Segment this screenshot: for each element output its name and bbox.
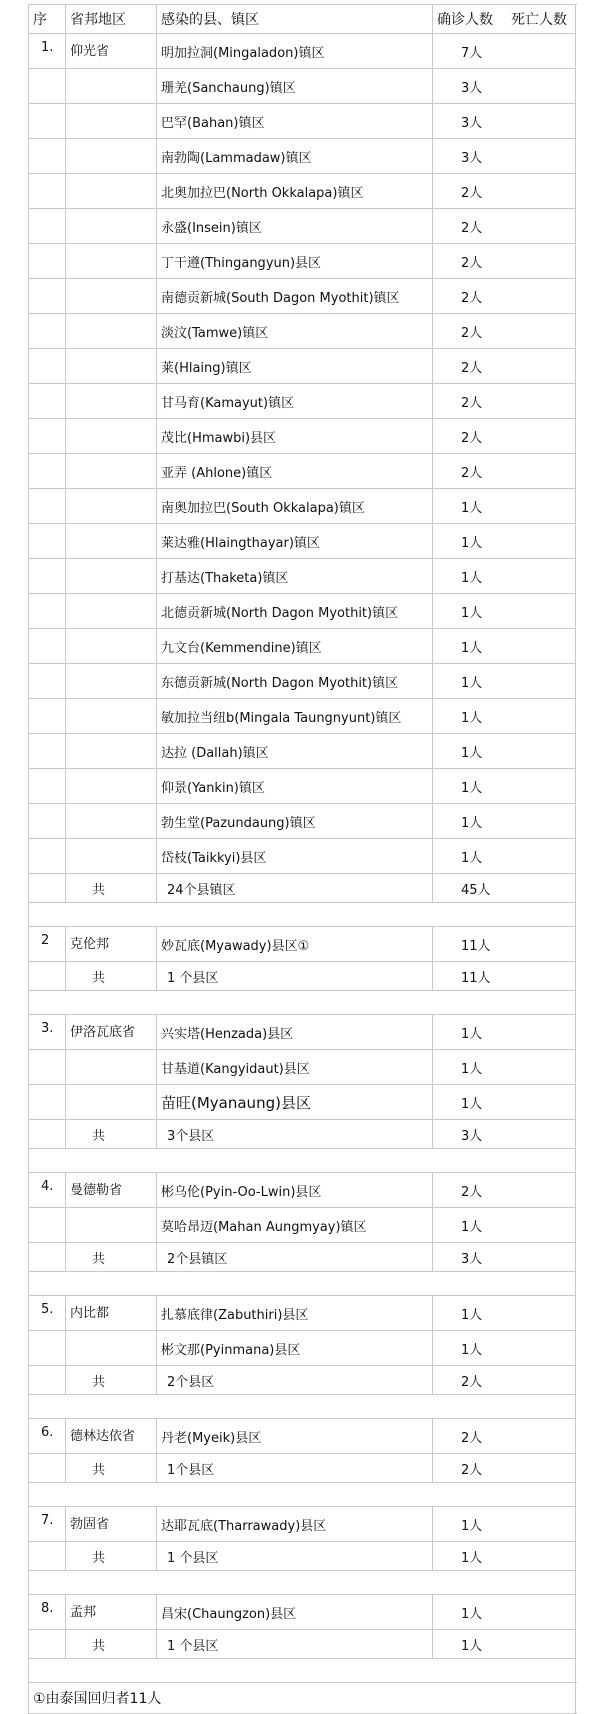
row-seq [29,594,66,629]
table-row [29,734,576,769]
table-row [29,69,576,104]
footnote-row [29,1683,576,1714]
row-seq [29,804,66,839]
row-seq [29,1050,66,1085]
spacer-cell [29,1149,576,1173]
table-row [29,664,576,699]
table-row [29,349,576,384]
table-row [29,419,576,454]
row-region [66,104,157,139]
total-seq [29,1454,66,1483]
row-seq [29,419,66,454]
row-region [66,419,157,454]
table-row [29,209,576,244]
total-label: 共 [66,1454,157,1483]
row-region [66,559,157,594]
spacer-row [29,1395,576,1419]
row-region [66,489,157,524]
row-region [66,804,157,839]
total-cases: 3人 [433,1120,576,1149]
total-row [29,1366,576,1395]
header-region: 省邦地区 [66,5,157,34]
table-row [29,1507,576,1542]
row-seq [29,1208,66,1243]
table-row [29,314,576,349]
table-row [29,927,576,962]
table-row [29,34,576,69]
row-cases: 2人 [433,174,576,209]
row-cases: 2人 [433,1173,576,1208]
total-row [29,1120,576,1149]
table-row [29,804,576,839]
header-counts [433,5,576,34]
row-seq [29,524,66,559]
row-region [66,174,157,209]
row-region [66,454,157,489]
row-cases: 1人 [433,1208,576,1243]
total-cases: 45人 [433,874,576,903]
row-seq [29,69,66,104]
row-seq [29,384,66,419]
row-cases: 1人 [433,1507,576,1542]
row-cases: 1人 [433,559,576,594]
table-row [29,524,576,559]
row-seq: 6. [29,1419,66,1454]
row-seq [29,1085,66,1120]
total-row [29,1542,576,1571]
row-region [66,699,157,734]
spacer-row [29,1659,576,1683]
total-cases: 1人 [433,1542,576,1571]
table-row [29,1419,576,1454]
table-row [29,559,576,594]
header-district: 感染的县、镇区 [157,5,433,34]
table-row [29,1050,576,1085]
spacer-row [29,1272,576,1296]
row-district: 岱枝(Taikkyi)县区 [157,839,433,874]
row-region [66,69,157,104]
total-label: 共 [66,1630,157,1659]
row-region: 伊洛瓦底省 [66,1015,157,1050]
total-label: 共 [66,1120,157,1149]
row-cases: 1人 [433,1050,576,1085]
covid-cases-table [28,4,576,1714]
row-cases: 1人 [433,524,576,559]
row-region: 克伦邦 [66,927,157,962]
total-row [29,1454,576,1483]
row-seq [29,664,66,699]
row-cases: 3人 [433,69,576,104]
row-region [66,629,157,664]
row-cases: 1人 [433,804,576,839]
row-seq [29,1331,66,1366]
row-seq [29,209,66,244]
total-cases: 1人 [433,1630,576,1659]
total-district: 1 个县区 [157,1630,433,1659]
row-district: 勃生堂(Pazundaung)镇区 [157,804,433,839]
table-row [29,699,576,734]
table-row [29,104,576,139]
row-region [66,524,157,559]
total-label: 共 [66,874,157,903]
row-seq [29,349,66,384]
total-district: 1个县区 [157,1454,433,1483]
row-seq: 3. [29,1015,66,1050]
row-cases: 11人 [433,927,576,962]
total-district: 2个县镇区 [157,1243,433,1272]
row-region [66,244,157,279]
total-seq [29,1120,66,1149]
row-district: 北德贡新城(North Dagon Myothit)镇区 [157,594,433,629]
header-cases: 确诊人数 [437,12,493,28]
row-district: 东德贡新城(North Dagon Myothit)镇区 [157,664,433,699]
row-seq [29,559,66,594]
row-district: 南德贡新城(South Dagon Myothit)镇区 [157,279,433,314]
row-district: 打基达(Thaketa)镇区 [157,559,433,594]
row-cases: 2人 [433,209,576,244]
spacer-row [29,903,576,927]
total-label: 共 [66,962,157,991]
spacer-row [29,991,576,1015]
row-region: 德林达依省 [66,1419,157,1454]
row-district: 苗旺(Myanaung)县区 [157,1085,433,1120]
row-district: 南勃陶(Lammadaw)镇区 [157,139,433,174]
total-cases: 11人 [433,962,576,991]
row-region: 内比都 [66,1296,157,1331]
row-cases: 2人 [433,279,576,314]
row-region [66,139,157,174]
table-row [29,489,576,524]
row-cases: 2人 [433,1419,576,1454]
row-district: 妙瓦底(Myawady)县区① [157,927,433,962]
total-district: 1 个县区 [157,1542,433,1571]
row-district: 亚弄 (Ahlone)镇区 [157,454,433,489]
spacer-cell [29,1272,576,1296]
row-cases: 2人 [433,384,576,419]
row-district: 达拉 (Dallah)镇区 [157,734,433,769]
table-row [29,1208,576,1243]
row-region [66,1085,157,1120]
total-seq [29,1630,66,1659]
row-district: 丹老(Myeik)县区 [157,1419,433,1454]
total-seq [29,1243,66,1272]
spacer-cell [29,1483,576,1507]
total-cases: 2人 [433,1454,576,1483]
row-region [66,1050,157,1085]
row-region [66,314,157,349]
row-district: 南奥加拉巴(South Okkalapa)镇区 [157,489,433,524]
total-cases: 3人 [433,1243,576,1272]
row-cases: 3人 [433,139,576,174]
row-region [66,209,157,244]
total-row [29,962,576,991]
row-region: 曼德勒省 [66,1173,157,1208]
row-cases: 7人 [433,34,576,69]
table-row [29,1331,576,1366]
row-region [66,1331,157,1366]
row-cases: 3人 [433,104,576,139]
row-seq: 1. [29,34,66,69]
spacer-cell [29,1659,576,1683]
row-seq [29,454,66,489]
row-district: 彬乌伦(Pyin-Oo-Lwin)县区 [157,1173,433,1208]
row-region [66,769,157,804]
table-row [29,279,576,314]
row-district: 甘马育(Kamayut)镇区 [157,384,433,419]
row-region [66,734,157,769]
total-district: 24个县镇区 [157,874,433,903]
row-district: 彬文那(Pyinmana)县区 [157,1331,433,1366]
total-seq [29,962,66,991]
table-row [29,1173,576,1208]
row-cases: 1人 [433,769,576,804]
total-district: 2个县区 [157,1366,433,1395]
row-district: 明加拉洞(Mingaladon)镇区 [157,34,433,69]
row-district: 敏加拉当纽b(Mingala Taungnyunt)镇区 [157,699,433,734]
row-cases: 1人 [433,629,576,664]
row-cases: 1人 [433,489,576,524]
header-row [29,5,576,34]
total-seq [29,874,66,903]
row-district: 仰景(Yankin)镇区 [157,769,433,804]
total-label: 共 [66,1542,157,1571]
row-seq [29,629,66,664]
row-cases: 2人 [433,314,576,349]
row-district: 达耶瓦底(Tharrawady)县区 [157,1507,433,1542]
row-cases: 2人 [433,244,576,279]
table-row [29,594,576,629]
table-row [29,139,576,174]
row-region [66,594,157,629]
row-cases: 1人 [433,839,576,874]
header-seq: 序 [29,5,66,34]
row-cases: 2人 [433,419,576,454]
row-seq [29,279,66,314]
row-seq [29,104,66,139]
row-region: 仰光省 [66,34,157,69]
row-cases: 2人 [433,349,576,384]
row-district: 丁干遵(Thingangyun)县区 [157,244,433,279]
total-row [29,1243,576,1272]
row-seq [29,314,66,349]
total-district: 3个县区 [157,1120,433,1149]
row-district: 永盛(Insein)镇区 [157,209,433,244]
total-row [29,1630,576,1659]
spacer-cell [29,1571,576,1595]
table-row [29,769,576,804]
row-seq [29,139,66,174]
row-seq: 5. [29,1296,66,1331]
row-seq [29,769,66,804]
row-region [66,349,157,384]
spacer-row [29,1483,576,1507]
row-seq [29,839,66,874]
footnote: ①由泰国回归者11人 [29,1683,576,1714]
total-district: 1 个县区 [157,962,433,991]
row-seq [29,244,66,279]
total-label: 共 [66,1366,157,1395]
row-region: 勃固省 [66,1507,157,1542]
row-district: 茂比(Hmawbi)县区 [157,419,433,454]
row-region [66,1208,157,1243]
row-seq [29,174,66,209]
row-region [66,839,157,874]
table-row [29,454,576,489]
row-cases: 1人 [433,594,576,629]
row-region [66,664,157,699]
total-cases: 2人 [433,1366,576,1395]
spacer-cell [29,903,576,927]
row-seq: 8. [29,1595,66,1630]
row-district: 莫哈昂迈(Mahan Aungmyay)镇区 [157,1208,433,1243]
row-seq [29,489,66,524]
table-row [29,629,576,664]
row-cases: 1人 [433,1296,576,1331]
row-seq [29,734,66,769]
table-row [29,1085,576,1120]
row-cases: 1人 [433,1015,576,1050]
spacer-cell [29,991,576,1015]
total-row [29,874,576,903]
total-seq [29,1542,66,1571]
row-cases: 1人 [433,699,576,734]
table-row [29,384,576,419]
row-seq: 2 [29,927,66,962]
row-district: 甘基道(Kangyidaut)县区 [157,1050,433,1085]
row-region: 孟邦 [66,1595,157,1630]
total-label: 共 [66,1243,157,1272]
row-district: 莱(Hlaing)镇区 [157,349,433,384]
table-row [29,839,576,874]
row-seq [29,699,66,734]
total-seq [29,1366,66,1395]
table-row [29,1015,576,1050]
row-district: 北奥加拉巴(North Okkalapa)镇区 [157,174,433,209]
table-row [29,174,576,209]
row-district: 兴实塔(Henzada)县区 [157,1015,433,1050]
row-district: 淡汶(Tamwe)镇区 [157,314,433,349]
row-cases: 1人 [433,1595,576,1630]
row-district: 莱达雅(Hlaingthayar)镇区 [157,524,433,559]
row-district: 珊羌(Sanchaung)镇区 [157,69,433,104]
row-district: 昌宋(Chaungzon)县区 [157,1595,433,1630]
table-row [29,1296,576,1331]
row-region [66,384,157,419]
table-row [29,244,576,279]
row-district: 九文台(Kemmendine)镇区 [157,629,433,664]
row-region [66,279,157,314]
spacer-row [29,1571,576,1595]
row-cases: 1人 [433,734,576,769]
row-seq: 4. [29,1173,66,1208]
row-district: 扎慕底律(Zabuthiri)县区 [157,1296,433,1331]
spacer-cell [29,1395,576,1419]
row-district: 巴罕(Bahan)镇区 [157,104,433,139]
header-deaths: 死亡人数 [511,12,567,28]
row-cases: 2人 [433,454,576,489]
spacer-row [29,1149,576,1173]
row-cases: 1人 [433,664,576,699]
row-cases: 1人 [433,1085,576,1120]
table-row [29,1595,576,1630]
row-cases: 1人 [433,1331,576,1366]
row-seq: 7. [29,1507,66,1542]
